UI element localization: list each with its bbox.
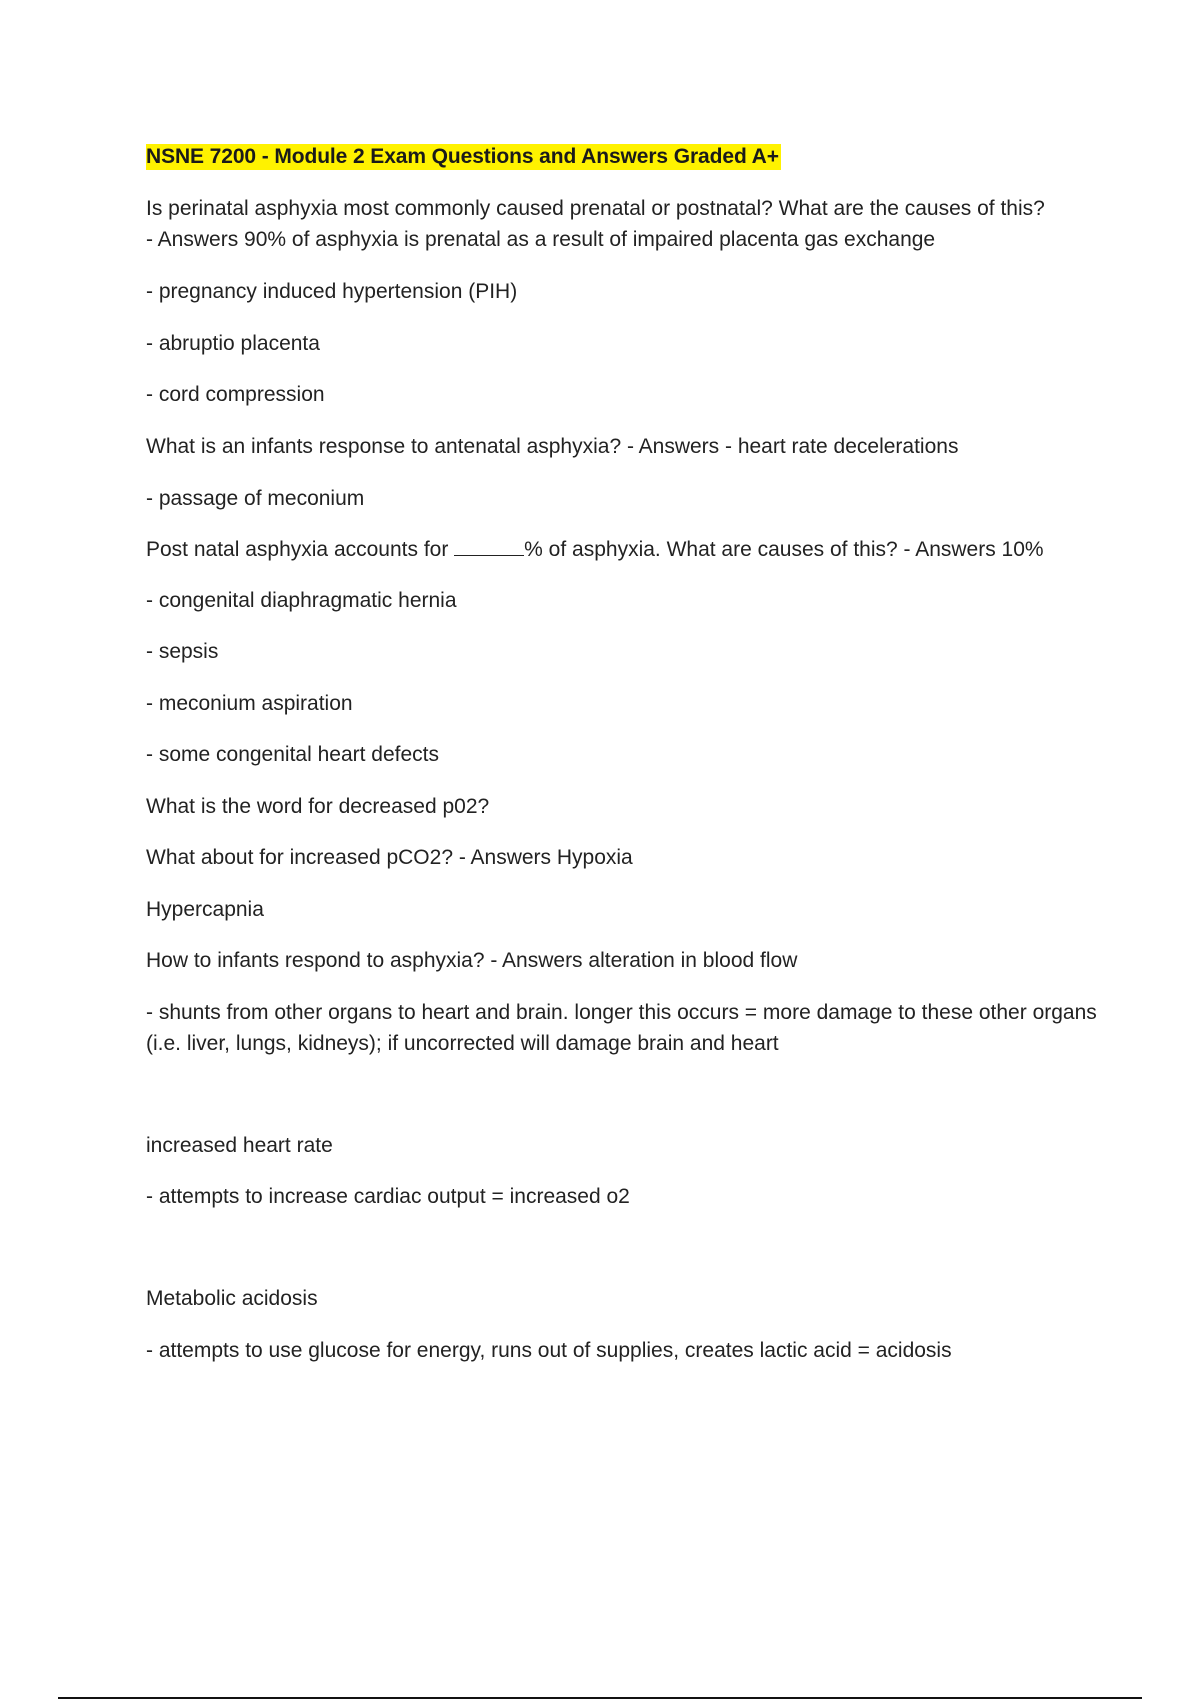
question-3-suffix: % of asphyxia. What are causes of this? - Answers 10% (524, 538, 1044, 561)
answer-1-item: - pregnancy induced hypertension (PIH) (146, 280, 518, 303)
answer-3-item: - meconium aspiration (146, 692, 353, 715)
document-title (146, 144, 781, 170)
answer-3-item: - some congenital heart defects (146, 743, 439, 766)
answer-4-item: Hypercapnia (146, 898, 264, 921)
answer-5-detail: - attempts to increase cardiac output = increased o2 (146, 1185, 630, 1208)
fill-in-blank (454, 537, 524, 556)
answer-5-heading: Metabolic acidosis (146, 1287, 318, 1310)
answer-5-heading: increased heart rate (146, 1134, 333, 1157)
document-title-text: NSNE 7200 - Module 2 Exam Questions and Answers Graded A+ (146, 145, 779, 168)
question-2: What is an infants response to antenatal asphyxia? - Answers - heart rate decelerations (146, 435, 959, 458)
question-4: What is the word for decreased p02? (146, 795, 490, 818)
page-bottom-rule (58, 1697, 1142, 1699)
answer-5-detail: - attempts to use glucose for energy, runs out of supplies, creates lactic acid = acidosis (146, 1339, 952, 1362)
question-4-part-2: What about for increased pCO2? - Answers Hypoxia (146, 846, 633, 869)
question-3-prefix: Post natal asphyxia accounts for (146, 538, 455, 561)
answer-5-paragraph: - shunts from other organs to heart and brain. longer this occurs = more damage to these other organs (i.e. liver, lungs, kidneys); if uncorrected will damage brain and heart (146, 1001, 1097, 1055)
answer-1-item: - cord compression (146, 383, 325, 406)
answer-3-item: - sepsis (146, 640, 219, 663)
question-5: How to infants respond to asphyxia? - Answers alteration in blood flow (146, 949, 798, 972)
question-3 (146, 534, 1044, 565)
answer-2-item: - passage of meconium (146, 487, 365, 510)
answer-1: - Answers 90% of asphyxia is prenatal as a result of impaired placenta gas exchange (146, 228, 936, 251)
answer-3-item: - congenital diaphragmatic hernia (146, 589, 457, 612)
answer-1-item: - abruptio placenta (146, 332, 320, 355)
question-1: Is perinatal asphyxia most commonly caused prenatal or postnatal? What are the causes of this? (146, 197, 1045, 220)
